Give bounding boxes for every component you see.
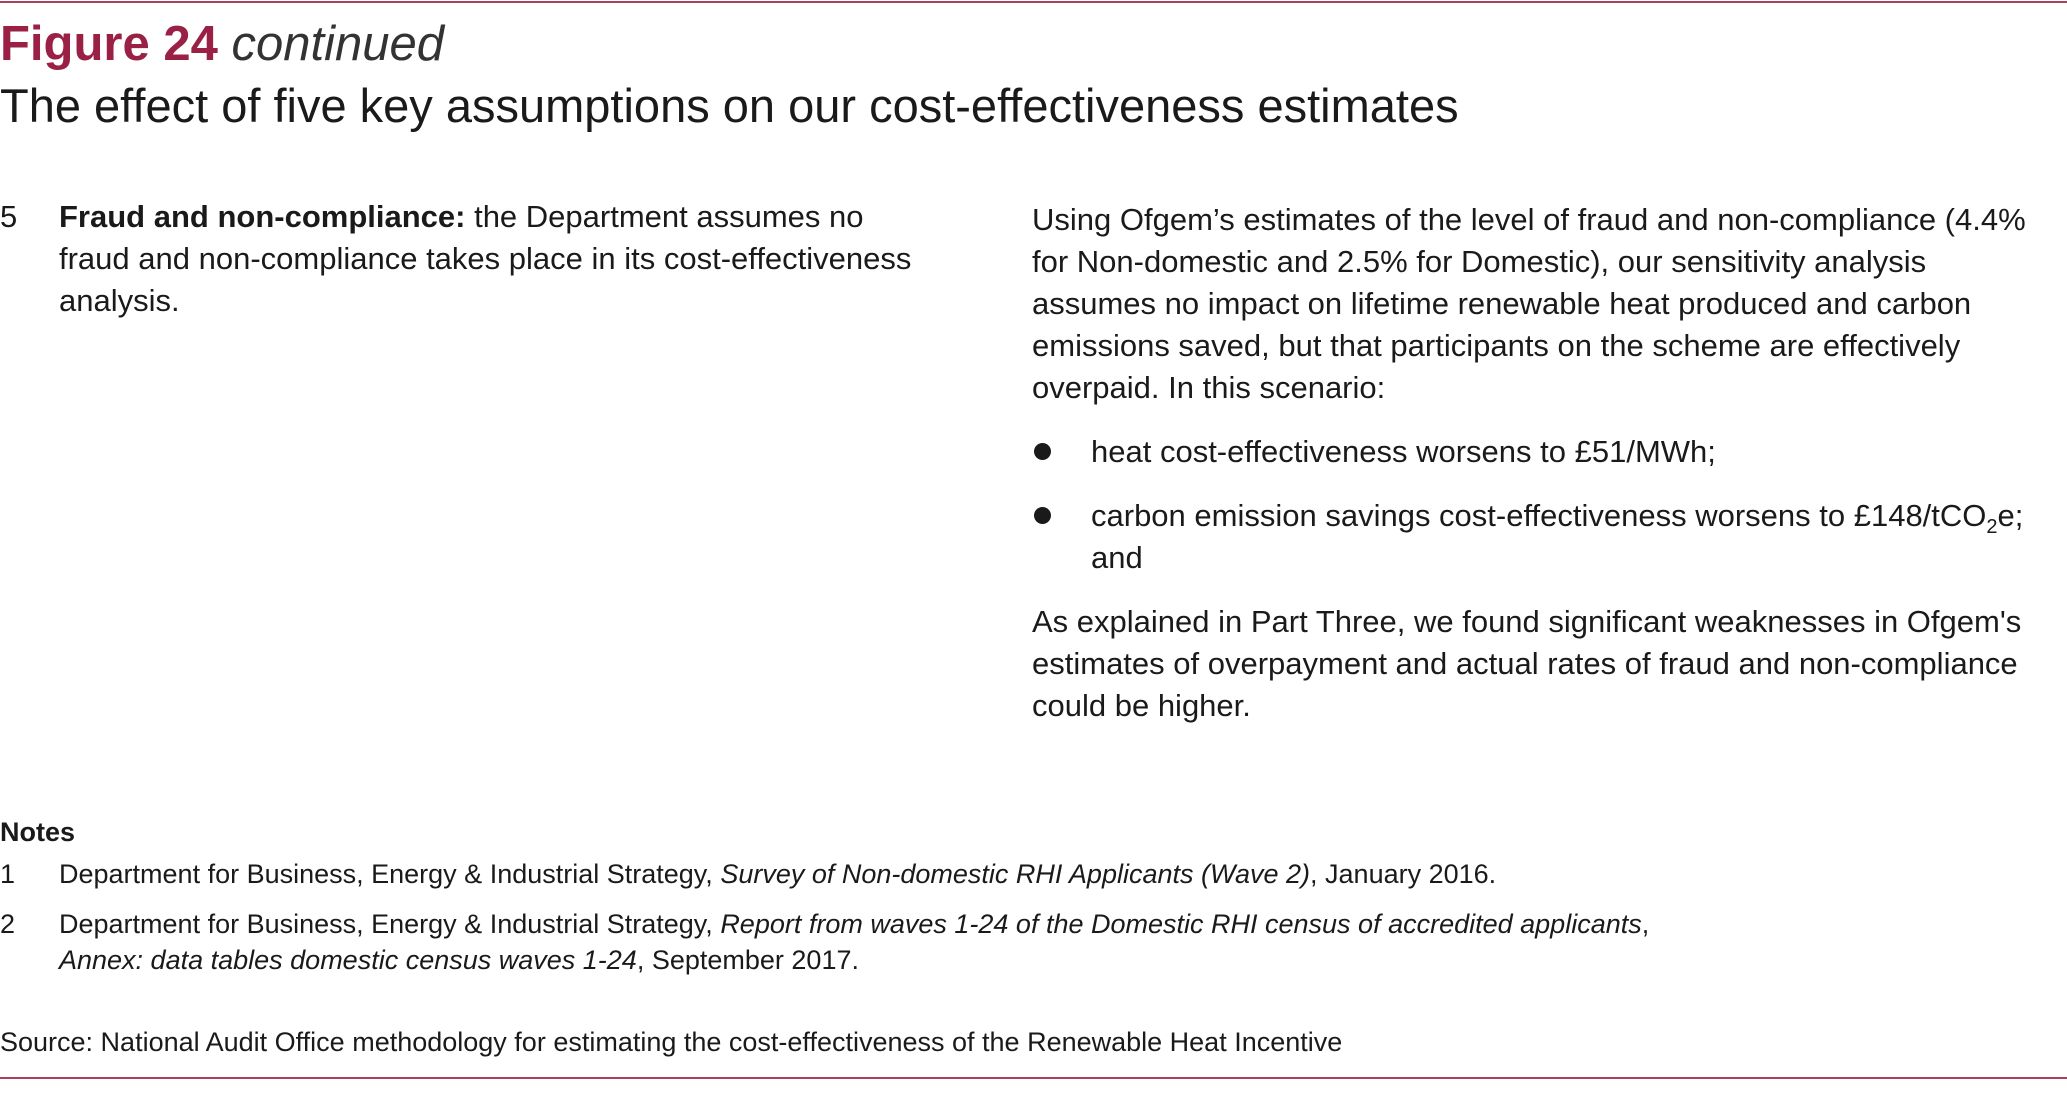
effect-bullet-2 (1032, 495, 2042, 579)
effect-bullet-2-end: e; and (1091, 498, 2024, 575)
bullet-icon (1034, 443, 1051, 460)
top-rule (0, 1, 2067, 3)
effect-closing: As explained in Part Three, we found significant weaknesses in Ofgem's estimates of overpayment and actual rates of fraud and non-compliance could be higher. (1032, 604, 2022, 723)
assumption-text: the Department assumes no fraud and non-compliance takes place in its cost-effectiveness analysis. (59, 199, 912, 318)
note-date: , January 2016. (1310, 859, 1497, 889)
effect-intro: Using Ofgem’s estimates of the level of fraud and non-compliance (4.4% for Non-domestic and 2.5% for Domestic), our sensitivity analysis assumes no impact on lifetime renewable heat produced and carbon emissions saved, but that participants on the scheme are effectively overpaid. In this scenario: (1032, 202, 2026, 405)
effect-bullet-2-main: carbon emission savings cost-effectiveness worsens to £148/tCO (1091, 498, 1987, 533)
note-number: 2 (0, 909, 16, 939)
effect-bullet-list (1032, 431, 2042, 579)
note-publication: Report from waves 1-24 of the Domestic RHI census of accredited applicants (720, 909, 1642, 939)
figure-label (0, 14, 444, 74)
effect-bullet-1-text: heat cost-effectiveness worsens to £51/MWh; (1091, 434, 1716, 469)
note-separator: , (1641, 909, 1650, 939)
note-text: Department for Business, Energy & Industrial Strategy, (59, 909, 721, 939)
notes-heading: Notes (0, 817, 76, 847)
note-date: , September 2017. (636, 945, 859, 975)
note-publication: Survey of Non-domestic RHI Applicants (Wave 2) (720, 859, 1311, 889)
effect-bullet-2-text (1091, 498, 2023, 575)
note-item (0, 906, 2000, 978)
figure-continued: continued (231, 17, 444, 71)
figure-number: Figure 24 (0, 17, 218, 71)
note-number: 1 (0, 859, 16, 889)
subscript-2: 2 (1986, 516, 1998, 538)
assumption-number: 5 (0, 199, 18, 234)
effect-column (1032, 199, 2042, 727)
note-item (0, 856, 2000, 892)
assumption-heading: Fraud and non-compliance: (59, 199, 466, 234)
bottom-rule (0, 1077, 2067, 1079)
note-annex: Annex: data tables domestic census waves 1-24 (59, 945, 637, 975)
notes-section (0, 812, 2000, 992)
assumption-column (0, 196, 940, 322)
assumption-description (59, 196, 940, 322)
note-text: Department for Business, Energy & Industrial Strategy, (59, 859, 721, 889)
effect-bullet-1 (1032, 431, 2042, 473)
bullet-icon (1034, 507, 1051, 524)
source-line: Source: National Audit Office methodology for estimating the cost-effectiveness of the Renewable Heat Incentive (0, 1027, 1343, 1057)
figure-title: The effect of five key assumptions on our cost-effectiveness estimates (0, 79, 1459, 132)
